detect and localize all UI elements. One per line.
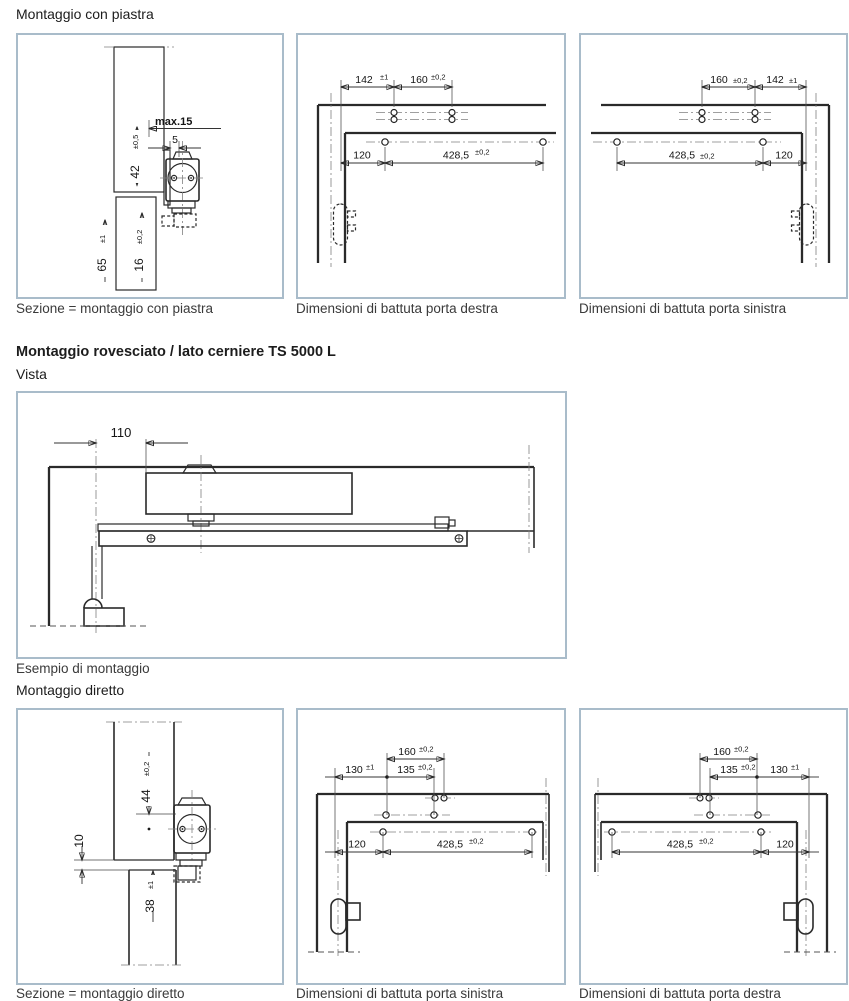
- dim-label: 142: [766, 74, 784, 86]
- dim-label: 130: [770, 764, 788, 776]
- panel-sezione-piastra: [16, 33, 284, 299]
- dim-label: 120: [353, 149, 371, 162]
- dim-label: 65: [95, 258, 109, 272]
- dim-label: 160: [398, 746, 416, 758]
- dim-label: 135: [397, 764, 415, 776]
- caption-esempio-montaggio: Esempio di montaggio: [16, 661, 150, 676]
- dim-tol: ±0,2: [741, 762, 756, 772]
- dimension-max15: [149, 116, 221, 137]
- drawing-vista: [18, 393, 565, 657]
- dim-tol: ±0,2: [142, 761, 151, 777]
- dim-tol: ±0,2: [135, 229, 144, 245]
- dim-tol: ±0,2: [700, 151, 715, 161]
- dimension-42: [128, 127, 146, 185]
- dim-label: 42: [128, 165, 142, 179]
- dim-tol: ±0,2: [734, 744, 749, 754]
- dim-tol: ±0,2: [475, 147, 490, 157]
- caption-battuta-destra-diretto: Dimensioni di battuta porta destra: [579, 986, 781, 1001]
- dim-label: 160: [713, 746, 731, 758]
- heading-montaggio-diretto: Montaggio diretto: [16, 682, 125, 698]
- dim-label: 38: [143, 899, 157, 913]
- panel-battuta-sinistra-piastra: [579, 33, 848, 299]
- drawing-sezione-diretto: [18, 710, 282, 983]
- closer-holes: [370, 795, 540, 835]
- dim-label: 428,5: [436, 838, 464, 851]
- dim-label: 44: [139, 789, 153, 803]
- hinge-symbol: [784, 899, 813, 934]
- hinge-symbol: [331, 899, 360, 934]
- panel-battuta-destra-diretto: [579, 708, 848, 985]
- dim-label: max.15: [155, 116, 193, 128]
- dim-tol: ±0,2: [699, 836, 714, 846]
- dim-label: 428,5: [668, 149, 696, 162]
- door-closer-body: [160, 141, 206, 235]
- rail-holes: [679, 110, 771, 123]
- door-holes: [366, 139, 554, 145]
- dimension-10: [72, 834, 129, 884]
- dim-label: 10: [72, 834, 86, 848]
- caption-battuta-sinistra-diretto: Dimensioni di battuta porta sinistra: [296, 986, 504, 1001]
- dim-label: 120: [775, 149, 793, 162]
- dim-tol: ±0,2: [419, 744, 434, 754]
- panel-battuta-sinistra-diretto: [296, 708, 566, 985]
- door-leaf: [99, 531, 467, 546]
- panel-battuta-destra-piastra: [296, 33, 566, 299]
- frame-corner: [318, 93, 556, 267]
- dimension-row-bottom: [341, 147, 543, 171]
- dim-tol: ±1: [789, 76, 798, 85]
- dimension-38: [143, 871, 161, 922]
- drawing-battuta-destra-diretto: [581, 710, 846, 983]
- door-closer-body: [168, 790, 218, 882]
- dimension-44: [136, 752, 176, 830]
- dim-tol: ±0,2: [469, 836, 484, 846]
- dim-tol: ±0,2: [418, 762, 433, 772]
- dim-label: 142: [355, 74, 373, 86]
- dim-tol: ±1: [791, 762, 800, 772]
- dim-tol: ±1: [98, 234, 107, 244]
- dimension-row-top: [700, 745, 819, 859]
- dim-label: 5: [172, 134, 178, 146]
- frame-corner: [308, 778, 549, 956]
- closer-holes: [604, 795, 774, 835]
- dim-label: 120: [348, 838, 366, 851]
- caption-sezione-diretto: Sezione = montaggio diretto: [16, 986, 185, 1001]
- dimension-row-bottom: [325, 832, 532, 858]
- frame-corner: [595, 778, 836, 956]
- dimension-110: [54, 425, 188, 473]
- dim-tol: ±0,2: [733, 76, 748, 85]
- drawing-sezione-piastra: [18, 35, 282, 297]
- door-closer-body: [146, 455, 352, 553]
- panel-vista: [16, 391, 567, 659]
- dim-tol: ±0,2: [431, 72, 446, 82]
- dim-tol: ±1: [146, 880, 155, 890]
- caption-battuta-sinistra-piastra: Dimensioni di battuta porta sinistra: [579, 301, 787, 316]
- dim-label: 160: [410, 74, 428, 86]
- rail-holes: [376, 110, 468, 123]
- dimension-65: [95, 220, 113, 282]
- dim-label: 135: [720, 764, 738, 776]
- caption-battuta-destra-piastra: Dimensioni di battuta porta destra: [296, 301, 498, 316]
- dimension-16: [132, 213, 150, 282]
- caption-sezione-piastra: Sezione = montaggio con piastra: [16, 301, 214, 316]
- dim-label: 160: [710, 74, 728, 86]
- drawing-battuta-destra-piastra: [298, 35, 564, 297]
- drawing-battuta-sinistra-piastra: [581, 35, 846, 297]
- dim-label: 130: [345, 764, 363, 776]
- dim-label: 428,5: [442, 149, 470, 162]
- dimension-row-bottom: [617, 147, 806, 171]
- dim-label: 428,5: [666, 838, 694, 851]
- dimension-5: [148, 134, 201, 157]
- slide-rail: [98, 517, 455, 531]
- dim-tol: ±1: [380, 72, 389, 82]
- dimension-row-top: [325, 745, 444, 859]
- heading-montaggio-rovesciato: Montaggio rovesciato / lato cerniere TS 5000 L: [16, 344, 336, 360]
- dim-label: 120: [776, 838, 794, 851]
- panel-sezione-diretto: [16, 708, 284, 985]
- dim-tol: ±0,5: [131, 134, 140, 150]
- dimension-row-bottom: [612, 832, 819, 858]
- door-holes: [593, 139, 781, 145]
- subheading-vista: Vista: [16, 366, 47, 382]
- dim-label: 110: [110, 425, 132, 440]
- drawing-battuta-sinistra-diretto: [298, 710, 564, 983]
- dim-label: 16: [132, 258, 146, 272]
- dim-tol: ±1: [366, 762, 375, 772]
- heading-montaggio-con-piastra: Montaggio con piastra: [16, 6, 154, 22]
